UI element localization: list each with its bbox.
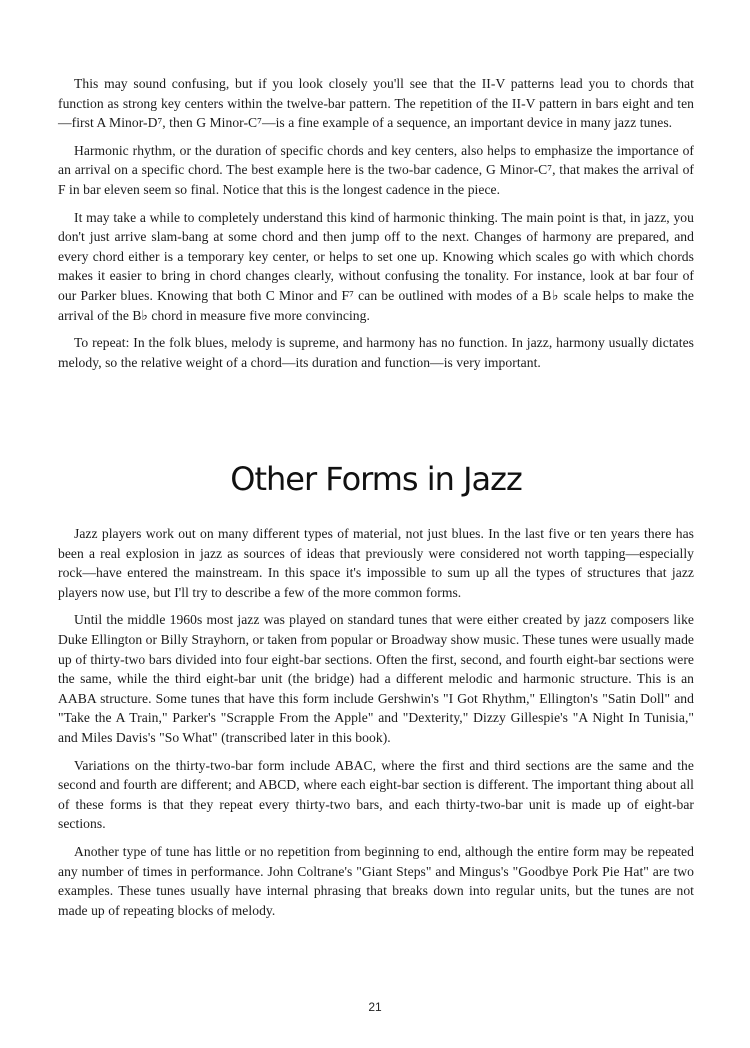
text-block-top [58,74,694,380]
page-number: 21 [368,1000,382,1014]
section-title: Other Forms in Jazz [230,460,522,498]
text-block-bottom [58,524,694,928]
paragraph: Jazz players work out on many different types of material, not just blues. In the last five or ten years there has been a real explosion in jazz as sources of ideas that previously were considered not worth tapping—especially rock—have entered the mainstream. In this space it's impossible to sum up all the types of structures that jazz players now use, but I'll try to describe a few of the more common forms. [58,526,694,600]
paragraph: This may sound confusing, but if you look closely you'll see that the II-V patterns lead you to chords that function as strong key centers within the twelve-bar pattern. The repetition of the II-V pattern in bars eight and ten—first A Minor-D⁷, then G Minor-C⁷—is a fine example of a sequence, an important device in many jazz tunes. [58,76,694,131]
paragraph: Variations on the thirty-two-bar form include ABAC, where the first and third sections are the same and the second and fourth are different; and ABCD, where each eight-bar section is different. The important thing about all of these forms is that they repeat every thirty-two bars, and each thirty-two-bar unit is made up of eight-bar sections. [58,757,694,832]
paragraph: Harmonic rhythm, or the duration of specific chords and key centers, also helps to emphasize the importance of an arrival on a specific chord. The best example here is the two-bar cadence, G Minor-C⁷, that makes the arrival of F in bar eleven seem so final. Notice that this is the longest cadence in the piece. [58,142,694,197]
paragraph: Another type of tune has little or no repetition from beginning to end, although the entire form may be repeated any number of times in performance. John Coltrane's "Giant Steps" and Mingus's "Goodbye Pork Pie Hat" are two examples. These tunes usually have internal phrasing that breaks down into regular units, but the tunes are not made up of repeating blocks of melody. [58,843,694,918]
paragraph: It may take a while to completely understand this kind of harmonic thinking. The main point is that, in jazz, you don't just arrive slam-bang at some chord and then jump off to the next. Changes of harmony are prepared, and every chord either is a temporary key center, or helps to set one up. Knowing which scales go with which chords makes it easier to bring in chord changes clearly, without confusing the tonality. For instance, look at bar four of our Parker blues. Knowing that both C Minor and F⁷ can be outlined with modes of a B♭ scale helps to make the arrival of the B♭ chord in measure five more convincing. [58,209,694,323]
paragraph: To repeat: In the folk blues, melody is supreme, and harmony has no function. In jazz, harmony usually dictates melody, so the relative weight of a chord—its duration and function—is very important. [58,335,694,370]
paragraph: Until the middle 1960s most jazz was played on standard tunes that were either created by jazz composers like Duke Ellington or Billy Strayhorn, or taken from popular or Broadway show music. These tunes were usually made up of thirty-two bars divided into four eight-bar sections. Often the first, second, and fourth eight-bar sections were the same, while the third eight-bar unit (the bridge) had a different melodic and harmonic structure. This is an AABA structure. Some tunes that have this form include Gershwin's "I Got Rhythm," Ellington's "Satin Doll" and "Take the A Train," Parker's "Scrapple From the Apple" and "Dexterity," Dizzy Gillespie's "A Night In Tunisia," and Miles Davis's "So What" (transcribed later in this book). [58,612,694,745]
